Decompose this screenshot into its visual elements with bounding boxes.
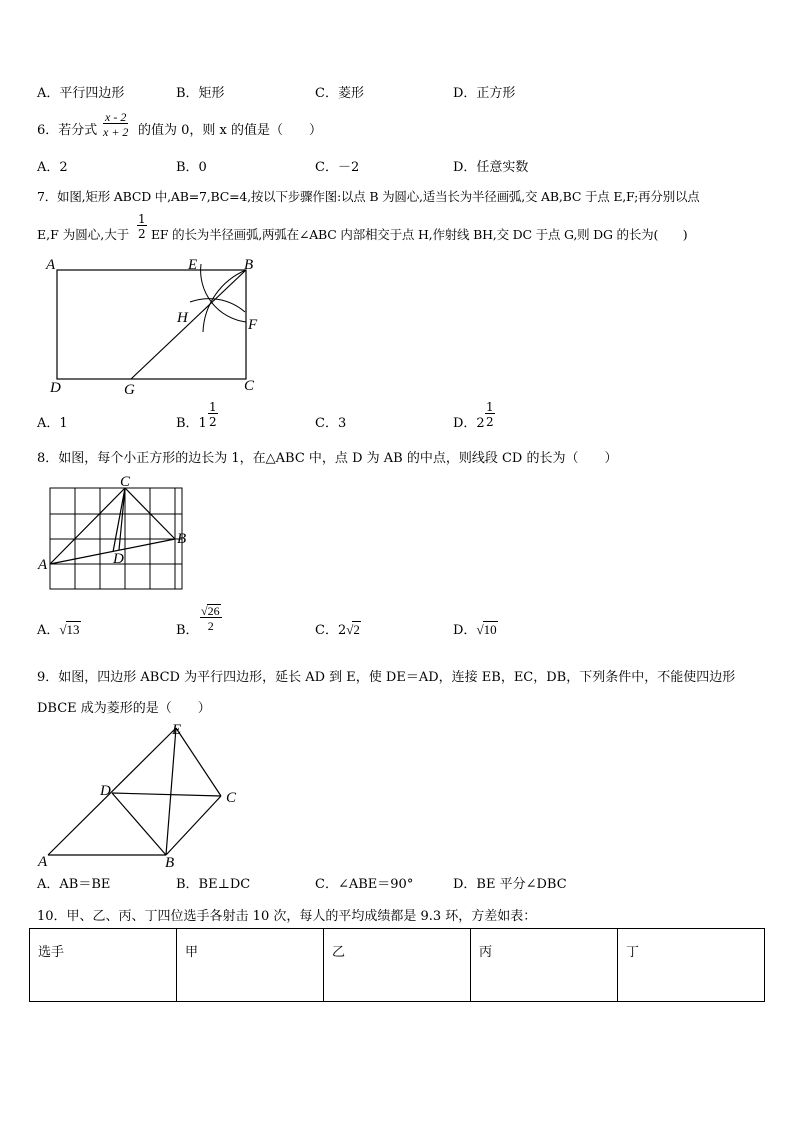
q8-option-b-radicand: 26 (207, 604, 220, 618)
q6-option-c: C．－2 (315, 160, 360, 175)
q6-option-b: B．0 (176, 160, 207, 175)
q7-option-b-numerator: 1 (209, 400, 217, 414)
q8-option-c-radicand: 2 (353, 622, 360, 637)
q9-stem-line1: 9．如图，四边形 ABCD 为平行四边形，延长 AD 到 E，使 DE＝AD，连接 EB，EC，DB，下列条件中，不能使四边形 (37, 670, 736, 685)
q6-fraction (103, 111, 128, 138)
q8-option-c: C．2√2 (315, 622, 360, 638)
q7-option-d-denominator: 2 (486, 415, 494, 429)
q9-option-b: B．BE⊥DC (176, 877, 251, 892)
q6-fraction-numerator: x - 2 (103, 111, 128, 124)
q8-option-b-label: B． (176, 623, 199, 638)
table-header-cell: 丙 (471, 929, 618, 1002)
q6-stem-prefix: 6．若分式 (37, 123, 98, 138)
q7-label-h: H (177, 310, 188, 326)
q7-option-d-numerator: 1 (486, 400, 494, 414)
table-row (30, 929, 765, 1002)
q5-option-b: B．矩形 (176, 86, 225, 101)
q9-figure-lines (48, 728, 221, 855)
q7-label-a: A (46, 257, 56, 273)
arc-from-e (190, 299, 245, 312)
table-header-cell: 甲 (177, 929, 324, 1002)
q8-label-a: A (38, 557, 48, 573)
q8-grid-figure (36, 472, 188, 596)
q5-option-d: D．正方形 (453, 86, 516, 101)
q8-option-c-label: C．2 (315, 623, 347, 638)
q7-half-numerator: 1 (138, 212, 146, 226)
rectangle-abcd (57, 270, 246, 379)
q6-option-d: D．任意实数 (453, 160, 529, 175)
q7-stem-line2-prefix: E,F 为圆心,大于 (37, 227, 130, 242)
q7-label-g: G (124, 382, 135, 398)
q8-option-d-radicand: 10 (483, 622, 497, 637)
q8-label-b: B (177, 531, 187, 547)
q8-label-c: C (120, 474, 131, 490)
q7-label-f: F (248, 317, 258, 333)
q7-label-b: B (244, 257, 254, 273)
table-header-cell: 丁 (618, 929, 765, 1002)
table-header-cell: 乙 (324, 929, 471, 1002)
q8-option-a-label: A． (37, 623, 60, 638)
q7-stem-line1: 7．如图,矩形 ABCD 中,AB=7,BC=4,按以下步骤作图:以点 B 为圆心,适当长为半径画弧,交 AB,BC 于点 E,F;再分别以点 (37, 189, 700, 204)
q9-label-c: C (226, 790, 237, 806)
q9-option-a: A．AB＝BE (37, 877, 111, 892)
q9-parallelogram-figure (34, 718, 248, 868)
q9-stem-line2: DBCE 成为菱形的是（ ） (37, 701, 211, 716)
q7-option-a: A．1 (37, 416, 68, 431)
q7-option-b-fraction (208, 401, 218, 428)
q8-label-d: D (113, 551, 124, 567)
ray-bh (131, 270, 246, 379)
q6-fraction-denominator: x + 2 (103, 125, 129, 139)
q5-option-c: C．菱形 (315, 86, 364, 101)
q8-option-d: D．√10 (453, 622, 497, 638)
q7-option-b-denominator: 2 (209, 415, 217, 429)
q8-option-d-label: D． (453, 623, 477, 638)
q8-option-a: A．√13 (37, 622, 80, 638)
q7-option-c: C．3 (315, 416, 347, 431)
q10-stem: 10．甲、乙、丙、丁四位选手各射击 10 次，每人的平均成绩都是 9.3 环，方差如表： (37, 909, 537, 924)
q8-option-a-radicand: 13 (66, 622, 80, 637)
q9-label-d: D (100, 783, 111, 799)
q7-stem-line2-suffix: EF 的长为半径画弧,两弧在∠ABC 内部相交于点 H,作射线 BH,交 DC 于点 G,则 DG 的长为( ) (151, 227, 688, 242)
q7-label-d: D (50, 380, 61, 396)
q10-variance-table (29, 928, 765, 1002)
q9-label-e: E (172, 722, 182, 738)
q7-half-fraction (137, 213, 147, 240)
q7-rectangle-figure (40, 252, 270, 402)
q7-option-b-prefix: B．1 (176, 416, 207, 431)
q7-half-denominator: 2 (138, 227, 146, 241)
q7-label-e: E (188, 257, 198, 273)
table-header-cell: 选手 (30, 929, 177, 1002)
q9-option-c: C．∠ABE＝90° (315, 877, 414, 892)
q6-stem-suffix: 的值为 0，则 x 的值是（ ） (138, 123, 322, 138)
q9-option-d: D．BE 平分∠DBC (453, 877, 567, 892)
q9-label-a: A (38, 854, 48, 868)
q5-option-a: A．平行四边形 (37, 86, 125, 101)
q7-option-d-prefix: D．2 (453, 416, 485, 431)
q8-stem: 8．如图，每个小正方形的边长为 1，在△ABC 中，点 D 为 AB 的中点，则线段 CD 的长为（ ） (37, 451, 618, 466)
q6-option-a: A．2 (37, 160, 68, 175)
q7-label-c: C (244, 378, 255, 394)
q7-option-d-fraction (485, 401, 495, 428)
q8-option-b-fraction: $\frac{√26}{2}$ (201, 604, 220, 633)
q8-option-b-denominator: 2 (207, 619, 214, 633)
q9-label-b: B (165, 855, 175, 868)
